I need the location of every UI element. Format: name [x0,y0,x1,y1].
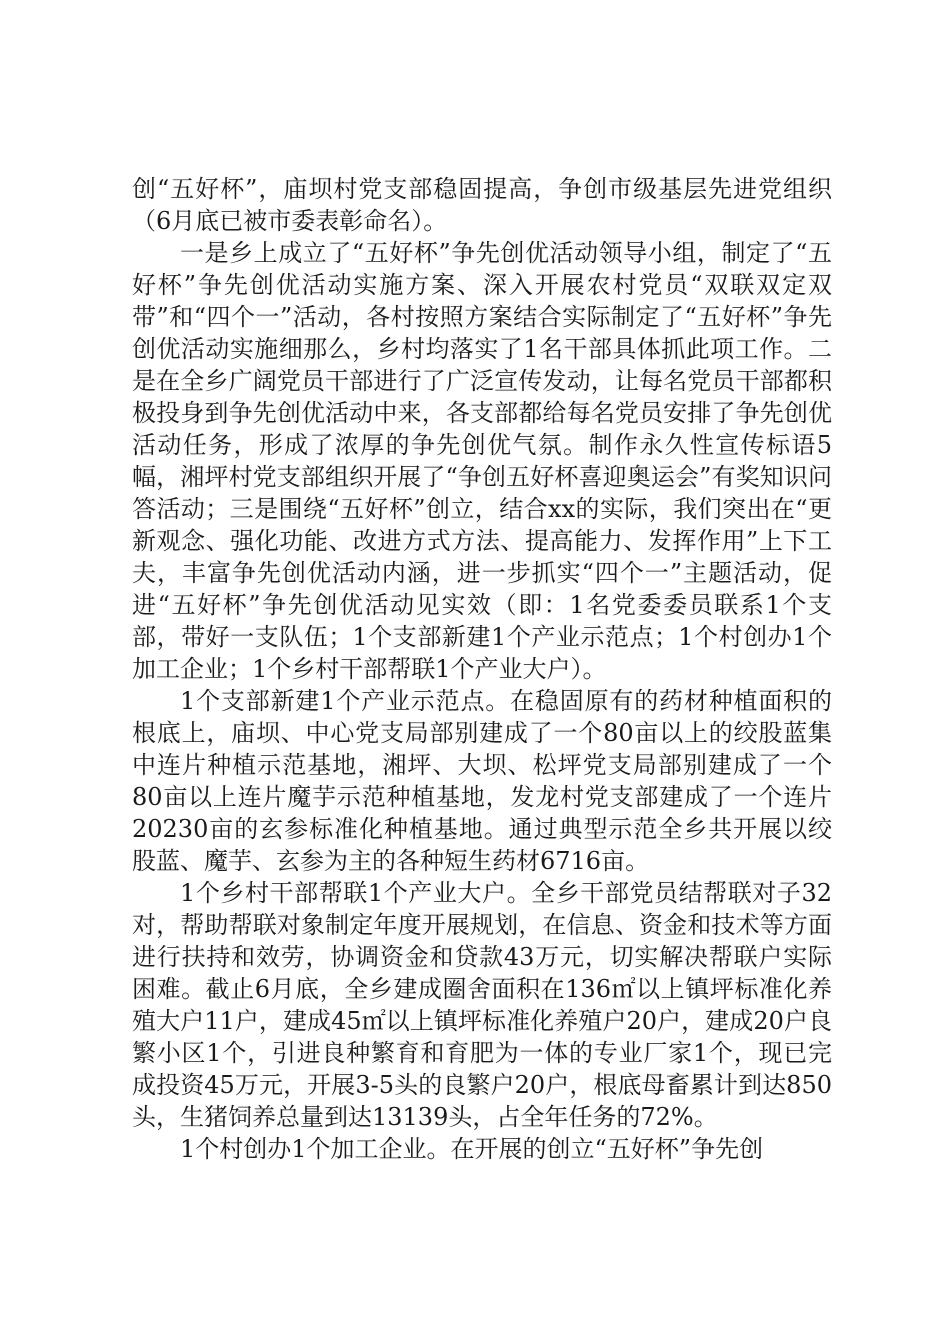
paragraph-cadre-assistance: 1个乡村干部帮联1个产业大户。全乡干部党员结帮联对子32对，帮助帮联对象制定年度开展规划，在信息、资金和技术等方面进行扶持和效劳，协调资金和贷款43万元，切实解决帮联户实际困难。截止6月底，全乡建成圈舍面积在136㎡以上镇坪标准化养殖大户11户，建成45㎡以上镇坪标准化养殖户20户，建成20户良繁小区1个，引进良种繁育和育肥为一体的专业厂家1个，现已完成投资45万元，开展3-5头的良繁户20户，根底母畜累计到达850头，生猪饲养总量到达13139头，占全年任务的72%。 [132,879,832,1131]
paragraph-activities: 一是乡上成立了“五好杯”争先创优活动领导小组，制定了“五好杯”争先创优活动实施方案、深入开展农村党员“双联双定双带”和“四个一”活动，各村按照方案结合实际制定了“五好杯”争先创优活动实施细那么，乡村均落实了1名干部具体抓此项工作。二是在全乡广阔党员干部进行了广泛宣传发动，让每名党员干部都积极投身到争先创优活动中来，各支部都给每名党员安排了争先创优活动任务，形成了浓厚的争先创优气氛。制作永久性宣传标语5幅，湘坪村党支部组织开展了“争创五好杯喜迎奥运会”有奖知识问答活动；三是围绕“五好杯”创立，结合xx的实际，我们突出在“更新观念、强化功能、改进方式方法、提高能力、发挥作用”上下工夫，丰富争先创优活动内涵，进一步抓实“四个一”主题活动，促进“五好杯”争先创优活动见实效（即：1名党委委员联系1个支部，带好一支队伍；1个支部新建1个产业示范点；1个村创办1个加工企业；1个乡村干部帮联1个产业大户）。 [132,239,832,683]
document-body [132,173,832,1165]
paragraph-demonstration-sites: 1个支部新建1个产业示范点。在稳固原有的药材种植面积的根底上，庙坝、中心党支局部别建成了一个80亩以上的绞股蓝集中连片种植示范基地，湘坪、大坝、松坪党支局部别建成了一个80亩以上连片魔芋示范种植基地，发龙村党支部建成了一个连片20230亩的玄参标准化种植基地。通过典型示范全乡共开展以绞股蓝、魔芋、玄参为主的各种短生药材6716亩。 [132,687,832,875]
paragraph-processing-enterprise: 1个村创办1个加工企业。在开展的创立“五好杯”争先创 [180,1135,764,1163]
paragraph-continuation: 创“五好杯”，庙坝村党支部稳固提高，争创市级基层先进党组织（6月底已被市委表彰命名）。 [132,175,832,235]
